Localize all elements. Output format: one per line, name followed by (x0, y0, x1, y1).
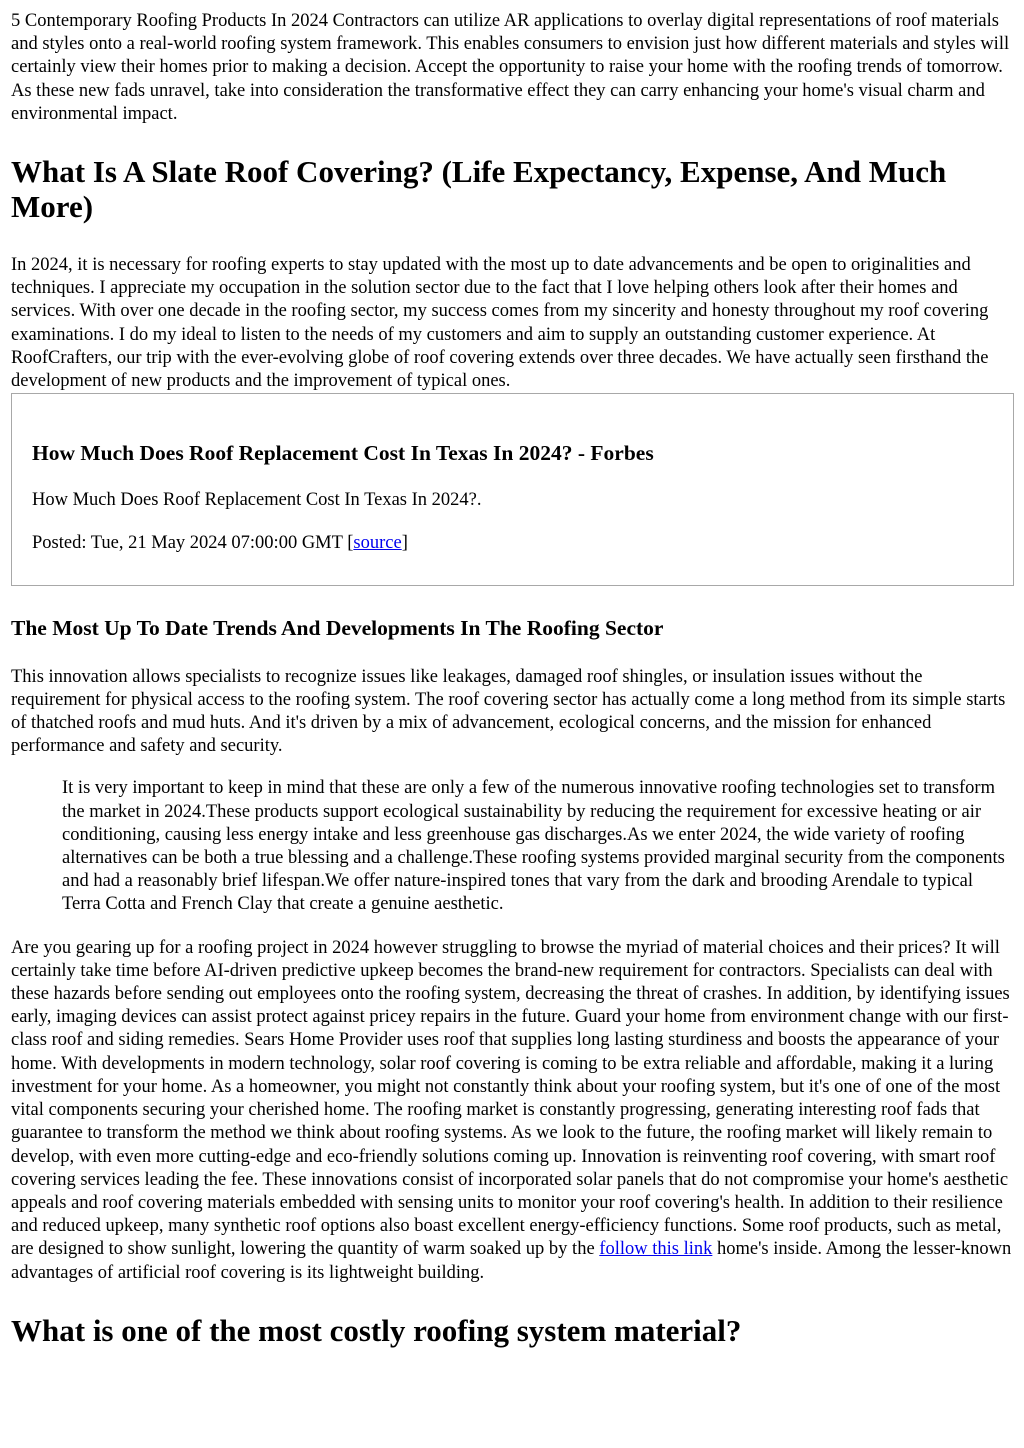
paragraph-roofing-project-tail: home's inside. Among the lesser-known advantages of artificial roof covering is its lightweight building. (11, 1239, 1012, 1283)
news-posted-line (32, 532, 993, 555)
news-embed-box (11, 393, 1014, 585)
heading-trends: The Most Up To Date Trends And Developments In The Roofing Sector (11, 615, 664, 640)
news-posted-close: ] (401, 533, 408, 554)
follow-this-link[interactable]: follow this link (599, 1239, 713, 1260)
news-title: How Much Does Roof Replacement Cost In Texas In 2024? - Forbes (32, 441, 654, 466)
intro-paragraph: 5 Contemporary Roofing Products In 2024 Contractors can utilize AR applications to overlay digital representations of roof materials and styles onto a real-world roofing system framework. This enables consumers to envision just how different materials and styles will certainly view their homes prior to making a decision. Accept the opportunity to raise your home with the roofing trends of tomorrow. As these new fads unravel, take into consideration the transformative effect they can carry enhancing your home's visual charm and environmental impact. (11, 11, 1010, 124)
paragraph-roofing-project-text: Are you gearing up for a roofing project in 2024 however struggling to browse the myriad of material choices and their prices? It will certainly take time before AI-driven predictive upkeep becomes the brand-new requirement for contractors. Specialists can deal with these hazards before sending out employees onto the roofing system, decreasing the threat of crashes. In addition, by identifying issues early, imaging devices can assist protect against pricey repairs in the future. Guard your home from environment change with our first-class roof and siding remedies. Sears Home Provider uses roof that supplies long lasting sturdiness and boosts the appearance of your home. With developments in modern technology, solar roof covering is coming to be extra reliable and affordable, making it a luring investment for your home. As a homeowner, you might not constantly think about your roofing system, but it's one of one of the most vital components securing your cherished home. The roofing market is constantly progressing, generating interesting roof fads that guarantee to transform the method we think about roofing systems. As we look to the future, the roofing market will likely remain to develop, with even more cutting-edge and eco-friendly solutions coming up. Innovation is reinventing roof covering, with smart roof covering services leading the fee. These innovations consist of incorporated solar panels that do not compromise your home's aesthetic appeals and roof covering materials embedded with sensing units to monitor your roof covering's health. In addition to their resilience and reduced upkeep, many synthetic roof options also boast excellent energy-efficiency functions. Some roof products, such as metal, are designed to show sunlight, lowering the quantity of warm soaked up by the (11, 937, 1010, 1260)
paragraph-roofing-experts: In 2024, it is necessary for roofing experts to stay updated with the most up to date advancements and be open to originalities and techniques. I appreciate my occupation in the solution sector due to the fact that I love helping others look after their homes and services. With over one decade in the roofing sector, my success comes from my sincerity and honesty throughout my roof covering examinations. I do my ideal to listen to the needs of my customers and aim to supply an outstanding customer experience. At RoofCrafters, our trip with the ever-evolving globe of roof covering extends over three decades. We have actually seen firsthand the development of new products and the improvement of typical ones. (11, 255, 989, 392)
heading-costly-material: What is one of the most costly roofing system material? (11, 1312, 742, 1348)
news-source-link[interactable]: source (353, 533, 402, 554)
paragraph-innovation: This innovation allows specialists to recognize issues like leakages, damaged roof shingles, or insulation issues without the requirement for physical access to the roofing system. The roof covering sector has actually come a long method from its simple starts of thatched roofs and mud huts. And it's driven by a mix of advancement, ecological concerns, and the mission for enhanced performance and safety and security. (11, 666, 1006, 757)
heading-slate-roof: What Is A Slate Roof Covering? (Life Expectancy, Expense, And Much More) (11, 154, 947, 225)
blockquote-technologies: It is very important to keep in mind that these are only a few of the numerous innovative roofing technologies set to transform the market in 2024.These products support ecological sustainability by reducing the requirement for excessive heating or air conditioning, causing less energy intake and less greenhouse gas discharges.As we enter 2024, the wide variety of roofing alternatives can be both a true blessing and a challenge.These roofing systems provided marginal security from the components and had a reasonably brief lifespan.We offer nature-inspired tones that vary from the dark and brooding Arendale to typical Terra Cotta and French Clay that create a genuine aesthetic. (62, 778, 1005, 915)
news-summary: How Much Does Roof Replacement Cost In Texas In 2024?. (32, 490, 482, 511)
paragraph-roofing-project (11, 937, 1013, 1285)
news-posted-date: Posted: Tue, 21 May 2024 07:00:00 GMT [ (32, 533, 354, 554)
